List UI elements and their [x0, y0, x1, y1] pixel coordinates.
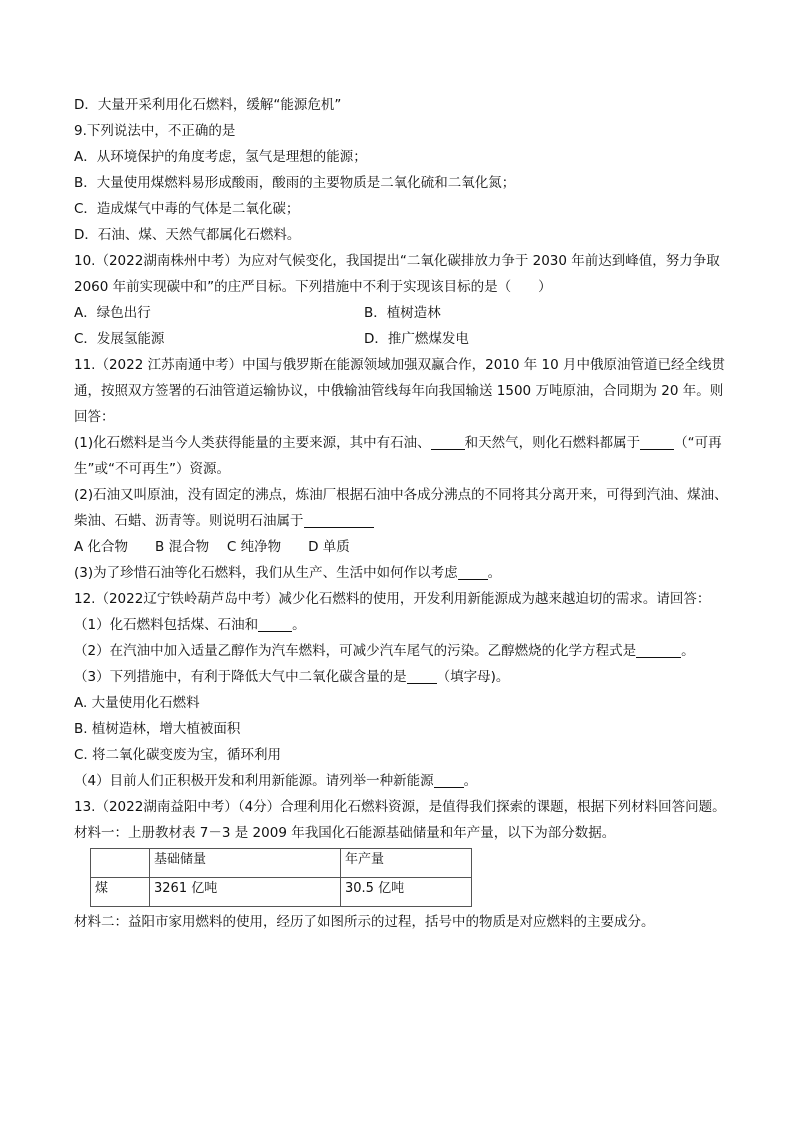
answer-blank — [258, 615, 292, 632]
q10-options-row-2 — [74, 326, 734, 352]
reserves-table — [90, 848, 472, 907]
q9-option-d: D．石油、煤、天然气都属化石燃料。 — [74, 227, 301, 243]
q12-part-3 — [74, 664, 734, 690]
answer-blank — [304, 511, 374, 528]
q12-part-3-option-a: A. 大量使用化石燃料 — [74, 695, 200, 711]
q12-part-1-text-b: 。 — [292, 617, 306, 633]
q11-part-3-text-a: (3)为了珍惜石油等化石燃料，我们从生产、生活中如何作以考虑 — [74, 565, 458, 581]
table-header-row — [91, 849, 472, 878]
answer-blank — [407, 667, 437, 684]
question-12: 12.（2022辽宁铁岭葫芦岛中考）减少化石燃料的使用，开发利用新能源成为越来越迫切的需求。请回答： — [74, 591, 711, 607]
q11-part-1-text-a: (1)化石燃料是当今人类获得能量的主要来源，其中有石油、 — [74, 435, 431, 451]
table-row — [91, 878, 472, 907]
question-13: 13.（2022湖南益阳中考）（4分）合理利用化石燃料资源，是值得我们探索的课题，根据下列材料回答问题。 — [74, 799, 726, 815]
q12-part-4-text-a: （4）目前人们正积极开发和利用新能源。请列举一种新能源 — [74, 773, 434, 789]
q12-part-3-option-b: B. 植树造林，增大植被面积 — [74, 721, 241, 737]
material-2: 材料二：益阳市家用燃料的使用，经历了如图所示的过程，括号中的物质是对应燃料的主要成分。 — [74, 914, 655, 930]
document-content — [74, 92, 734, 935]
q12-part-1 — [74, 612, 734, 638]
q12-part-2-text-a: （2）在汽油中加入适量乙醇作为汽车燃料，可减少汽车尾气的污染。乙醇燃烧的化学方程式是 — [74, 643, 637, 659]
answer-blank — [434, 771, 464, 788]
question-9: 9.下列说法中，不正确的是 — [74, 123, 236, 139]
q12-part-1-text-a: （1）化石燃料包括煤、石油和 — [74, 617, 259, 633]
q10-options-row-1 — [74, 300, 734, 326]
q11-part-2 — [74, 482, 734, 534]
question-10: 10.（2022湖南株州中考）为应对气候变化，我国提出“二氧化碳排放力争于 2030 年前达到峰值，努力争取 2060 年前实现碳中和”的庄严目标。下列措施中不利于实现该目标的是（ ） — [74, 253, 720, 295]
question-11: 11.（2022 江苏南通中考）中国与俄罗斯在能源领域加强双赢合作，2010 年 10 月中俄原油管道已经全线贯通，按照双方签署的石油管道运输协议，中俄输油管线每年向我国输送 1500 万吨原油，合同期为 20 年。则回答： — [74, 357, 726, 425]
table-cell: 煤 — [91, 878, 150, 907]
q11-part-3-text-b: 。 — [487, 565, 502, 581]
q9-option-a: A．从环境保护的角度考虑，氢气是理想的能源； — [74, 149, 367, 165]
q11-part-2-options: A 化合物 B 混合物 C 纯净物 D 单质 — [74, 539, 350, 555]
answer-blank — [636, 641, 681, 658]
q12-part-3-option-c: C. 将二氧化碳变废为宝，循环利用 — [74, 747, 282, 763]
material-1: 材料一：上册教材表 7－3 是 2009 年我国化石能源基础储量和年产量，以下为部分数据。 — [74, 825, 616, 841]
q12-part-3-text-a: （3）下列措施中，有利于降低大气中二氧化碳含量的是 — [74, 669, 407, 685]
table-header-cell — [91, 849, 150, 878]
answer-blank — [458, 563, 488, 580]
table-cell: 3261 亿吨 — [150, 878, 341, 907]
answer-blank — [431, 433, 465, 450]
table-header-cell: 基础储量 — [150, 849, 341, 878]
q10-option-d: D．推广燃煤发电 — [364, 331, 469, 347]
q9-option-b: B．大量使用煤燃料易形成酸雨，酸雨的主要物质是二氧化硫和二氧化氮； — [74, 175, 516, 191]
q8-option-d: D．大量开采利用化石燃料，缓解“能源危机” — [74, 97, 342, 113]
table-header-cell: 年产量 — [341, 849, 472, 878]
table-cell: 30.5 亿吨 — [341, 878, 472, 907]
answer-blank — [640, 433, 674, 450]
q12-part-2 — [74, 638, 734, 664]
q12-part-4-text-b: 。 — [463, 773, 478, 789]
q10-option-b: B．植树造林 — [364, 305, 441, 321]
q12-part-4 — [74, 768, 734, 794]
q11-part-2-text: (2)石油又叫原油，没有固定的沸点，炼油厂根据石油中各成分沸点的不同将其分离开来，可得到汽油、煤油、柴油、石蜡、沥青等。则说明石油属于 — [74, 487, 728, 529]
q10-option-a: A．绿色出行 — [74, 305, 151, 321]
q10-option-c: C．发展氢能源 — [74, 331, 165, 347]
q11-part-1 — [74, 430, 734, 482]
q11-part-3 — [74, 560, 734, 586]
q9-option-c: C．造成煤气中毒的气体是二氧化碳； — [74, 201, 300, 217]
q11-part-1-text-b: 和天然气，则化石燃料都属于 — [464, 435, 641, 451]
q12-part-2-text-b: 。 — [681, 643, 695, 659]
q12-part-3-text-b: （填字母)。 — [436, 669, 510, 685]
reserves-table-wrapper — [74, 848, 734, 907]
q11-part-1-text-c: （“可再生”或“不可再生”）资源。 — [74, 435, 722, 477]
